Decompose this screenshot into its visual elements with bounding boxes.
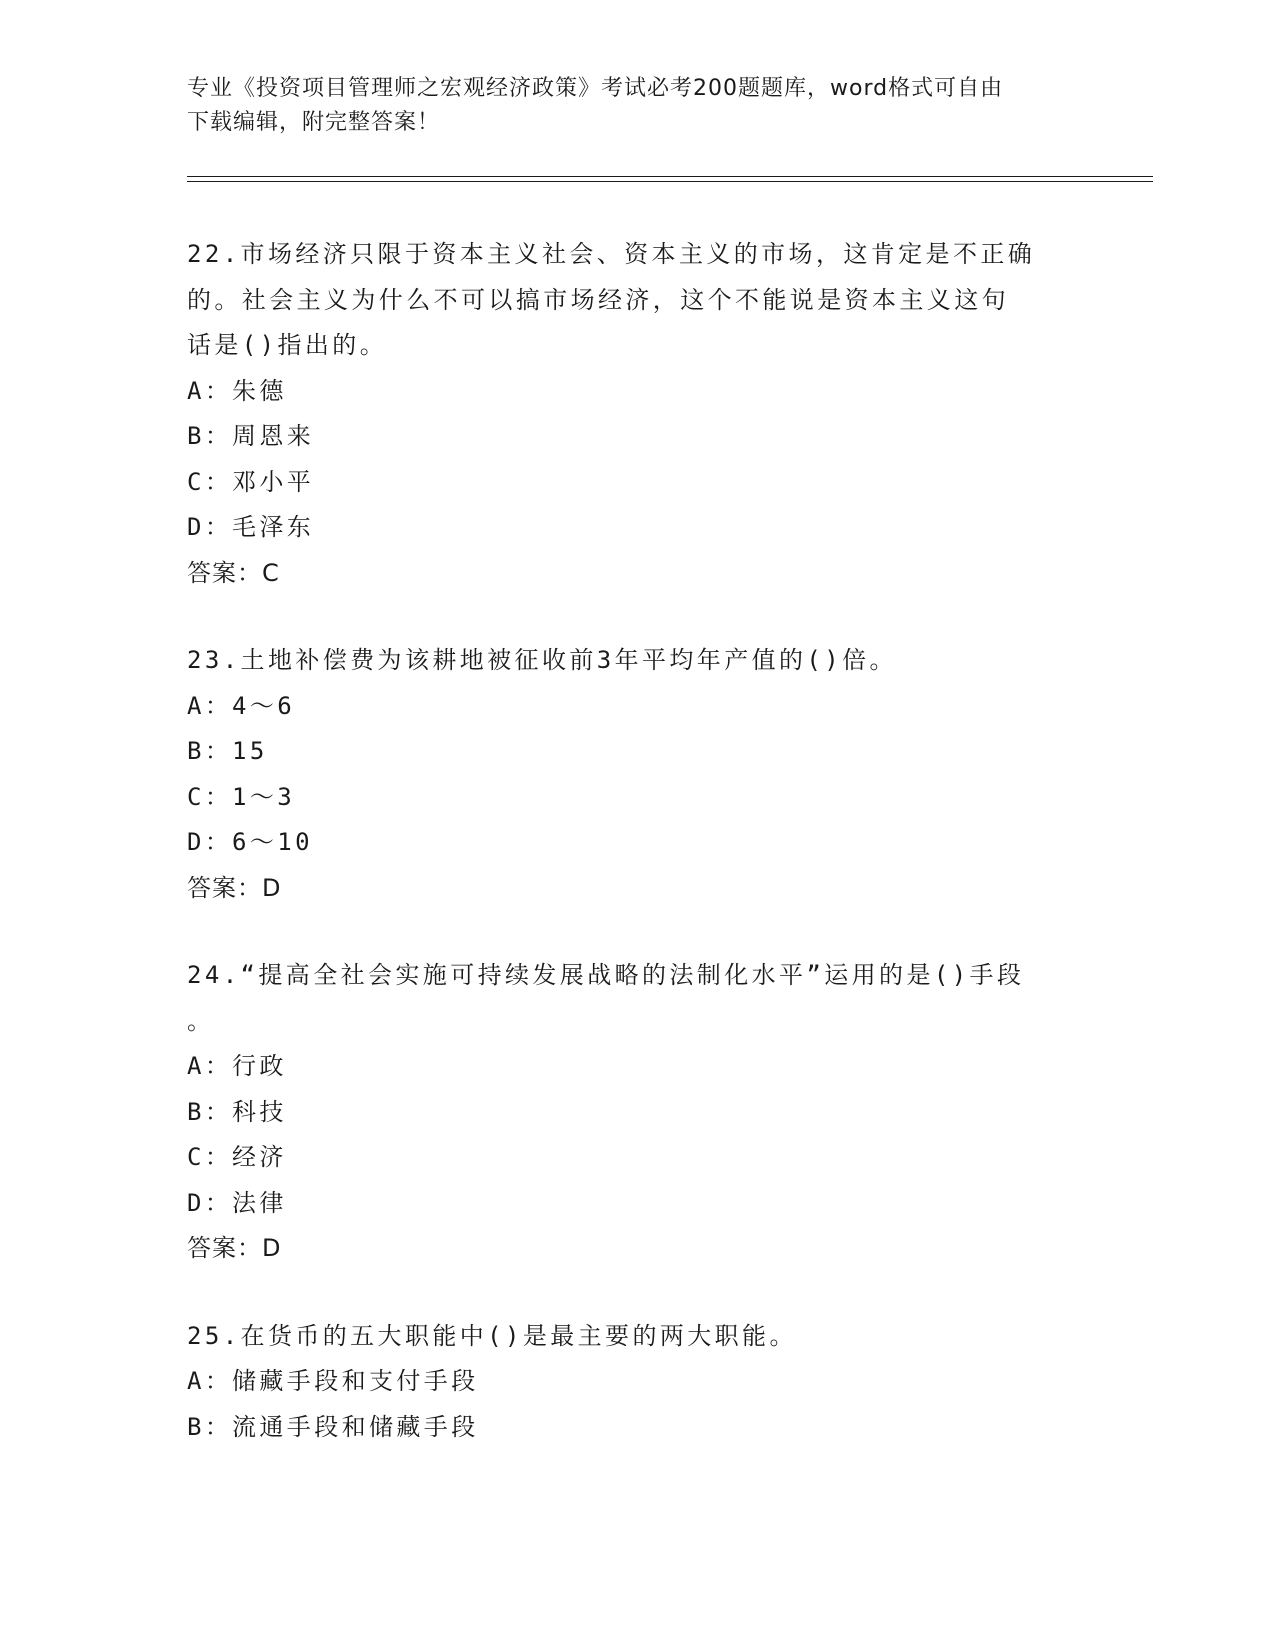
header-line-2: 下载编辑，附完整答案！ xyxy=(187,110,441,135)
option-letter: A： xyxy=(187,691,233,720)
option-c xyxy=(187,460,1087,506)
option-b xyxy=(187,1405,1087,1451)
question-stem-line: 。 xyxy=(187,1006,215,1035)
option-text: 邓小平 xyxy=(232,467,315,496)
option-letter: C： xyxy=(187,1143,233,1171)
question-stem xyxy=(187,232,1087,369)
option-text: 储藏手段和支付手段 xyxy=(232,1367,479,1395)
answer-label: 答案： xyxy=(187,558,262,587)
question-stem xyxy=(187,953,1087,1044)
option-text: 流通手段和储藏手段 xyxy=(232,1412,479,1441)
option-text: 行政 xyxy=(232,1052,287,1080)
option-letter: B： xyxy=(187,1412,233,1441)
question-24 xyxy=(187,953,1087,1272)
option-text: 1～3 xyxy=(232,782,296,811)
question-list xyxy=(187,232,1087,1492)
option-b xyxy=(187,729,1087,775)
question-22 xyxy=(187,232,1087,596)
option-text: 朱德 xyxy=(232,376,287,405)
option-text: 法律 xyxy=(232,1188,287,1217)
option-a xyxy=(187,369,1087,415)
question-stem-line: 24.“提高全社会实施可持续发展战略的法制化水平”运用的是()手段 xyxy=(187,961,1025,989)
option-d xyxy=(187,1181,1087,1227)
answer-label: 答案： xyxy=(187,1234,262,1262)
option-text: 6～10 xyxy=(232,828,313,856)
option-letter: D： xyxy=(187,828,233,856)
answer-line xyxy=(187,551,1087,597)
answer-label: 答案： xyxy=(187,873,262,902)
answer-value: C xyxy=(262,558,280,587)
option-letter: B： xyxy=(187,422,233,450)
answer-line xyxy=(187,866,1087,912)
header-divider-top xyxy=(187,176,1153,177)
question-23 xyxy=(187,638,1087,911)
option-letter: D： xyxy=(187,513,233,541)
answer-value: D xyxy=(262,1234,282,1262)
option-letter: A： xyxy=(187,1367,233,1395)
option-a xyxy=(187,684,1087,730)
option-text: 经济 xyxy=(232,1143,287,1171)
option-c xyxy=(187,775,1087,821)
option-text: 毛泽东 xyxy=(232,513,315,541)
option-text: 15 xyxy=(232,737,268,765)
option-letter: C： xyxy=(187,782,233,811)
question-25 xyxy=(187,1314,1087,1451)
option-letter: D： xyxy=(187,1188,233,1217)
header-line-1: 专业《投资项目管理师之宏观经济政策》考试必考200题题库，word格式可自由 xyxy=(187,76,1004,101)
question-stem-line: 22.市场经济只限于资本主义社会、资本主义的市场，这肯定是不正确 xyxy=(187,240,1036,268)
option-letter: A： xyxy=(187,376,233,405)
question-stem-line: 23.土地补偿费为该耕地被征收前3年平均年产值的()倍。 xyxy=(187,646,897,674)
answer-value: D xyxy=(262,873,282,902)
option-d xyxy=(187,820,1087,866)
question-stem xyxy=(187,1314,1087,1360)
question-stem-line: 25.在货币的五大职能中()是最主要的两大职能。 xyxy=(187,1321,797,1350)
option-letter: B： xyxy=(187,1097,233,1126)
option-letter: C： xyxy=(187,467,233,496)
option-b xyxy=(187,1090,1087,1136)
question-stem xyxy=(187,638,1087,684)
option-a xyxy=(187,1044,1087,1090)
option-letter: A： xyxy=(187,1052,233,1080)
header-divider-bottom xyxy=(187,181,1153,182)
option-text: 4～6 xyxy=(232,691,296,720)
option-d xyxy=(187,505,1087,551)
question-stem-line: 话是()指出的。 xyxy=(187,331,388,359)
option-text: 周恩来 xyxy=(232,422,315,450)
question-stem-line: 的。社会主义为什么不可以搞市场经济，这个不能说是资本主义这句 xyxy=(187,285,1009,314)
option-b xyxy=(187,414,1087,460)
document-header xyxy=(187,72,1087,140)
option-letter: B： xyxy=(187,737,233,765)
option-c xyxy=(187,1135,1087,1181)
option-text: 科技 xyxy=(232,1097,287,1126)
option-a xyxy=(187,1359,1087,1405)
answer-line xyxy=(187,1226,1087,1272)
